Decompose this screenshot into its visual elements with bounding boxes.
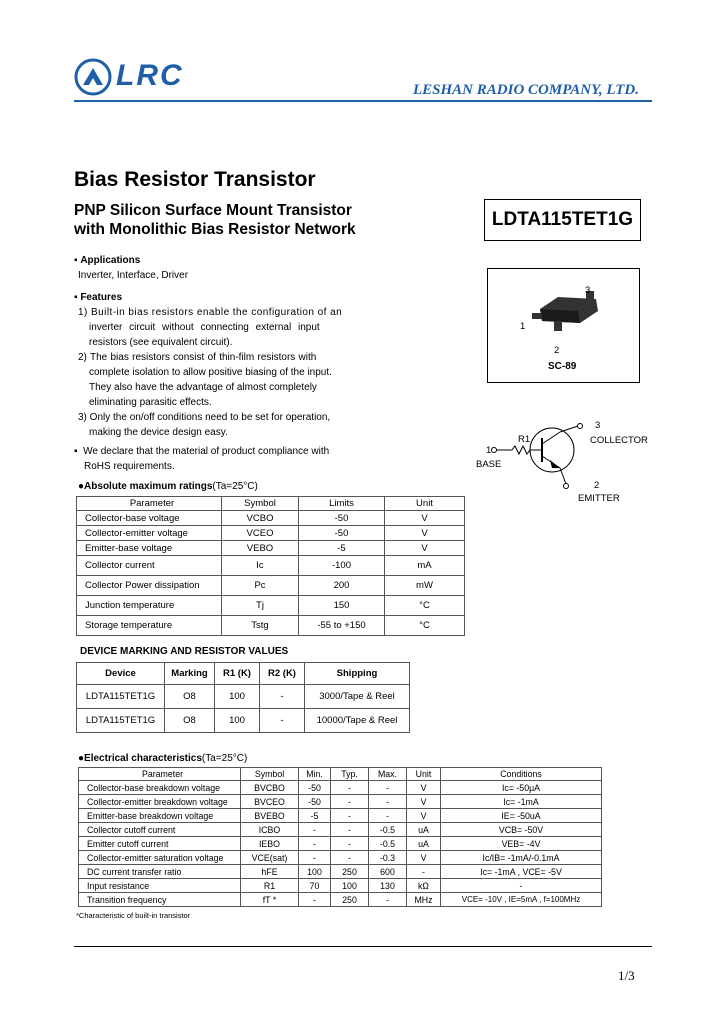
cell: Collector-base breakdown voltage <box>79 781 241 795</box>
table-header-row <box>77 497 465 511</box>
company-logo <box>74 58 204 98</box>
cell: 3000/Tape & Reel <box>305 685 410 709</box>
cell: 100 <box>215 685 260 709</box>
header-cell: Typ. <box>331 768 369 781</box>
footer-divider <box>74 946 652 947</box>
applications-text: Inverter, Interface, Driver <box>78 270 189 281</box>
cell: Storage temperature <box>77 616 222 636</box>
cell: - <box>331 837 369 851</box>
feature-line: 1) Built-in bias resistors enable the configuration of an <box>78 307 343 318</box>
cell: Tstg <box>222 616 299 636</box>
table-row <box>79 893 602 907</box>
table-row <box>79 837 602 851</box>
cell: Emitter-base voltage <box>77 541 222 556</box>
table-row <box>79 851 602 865</box>
cell: - <box>331 795 369 809</box>
pkg-pin-1: 1 <box>520 321 526 332</box>
pkg-pin-2: 2 <box>554 345 560 356</box>
header-cell: Device <box>77 663 165 685</box>
elec-cond: (Ta=25°C) <box>201 753 248 764</box>
cell: - <box>331 781 369 795</box>
logo-text: LRC <box>116 59 184 92</box>
cell: 70 <box>299 879 331 893</box>
header-cell: Shipping <box>305 663 410 685</box>
cell: Pc <box>222 576 299 596</box>
header-cell: Min. <box>299 768 331 781</box>
cell: mW <box>385 576 465 596</box>
cell: - <box>299 893 331 907</box>
table-row <box>77 596 465 616</box>
cell: V <box>407 809 441 823</box>
header-cell: Parameter <box>79 768 241 781</box>
cell: -5 <box>299 809 331 823</box>
cell: °C <box>385 616 465 636</box>
cell: mA <box>385 556 465 576</box>
cell: BVCBO <box>241 781 299 795</box>
bullet: ▪ <box>74 292 81 303</box>
cell: 250 <box>331 893 369 907</box>
cell: - <box>369 893 407 907</box>
cell: Emitter cutoff current <box>79 837 241 851</box>
cell: LDTA115TET1G <box>77 685 165 709</box>
table-row <box>77 576 465 596</box>
cell: - <box>299 837 331 851</box>
elec-heading: Electrical characteristics <box>84 753 202 764</box>
applications-section <box>74 253 188 283</box>
cell: °C <box>385 596 465 616</box>
cell: BVCEO <box>241 795 299 809</box>
header-cell: Unit <box>385 497 465 511</box>
cell: Collector-emitter saturation voltage <box>79 851 241 865</box>
logo-emblem-icon <box>74 58 112 96</box>
table-row <box>77 526 465 541</box>
table-row <box>77 709 410 733</box>
table-row <box>79 795 602 809</box>
cell: IEBO <box>241 837 299 851</box>
feature-line: They also have the advantage of almost completely <box>89 382 317 393</box>
bullet: ▪ <box>74 255 81 266</box>
cell: -50 <box>299 511 385 526</box>
header-cell: Symbol <box>222 497 299 511</box>
feature-line: 2) The bias resistors consist of thin-film resistors with <box>78 352 317 363</box>
table-row <box>77 541 465 556</box>
cell: MHz <box>407 893 441 907</box>
cell: - <box>369 809 407 823</box>
cell: Collector-emitter breakdown voltage <box>79 795 241 809</box>
cell: Junction temperature <box>77 596 222 616</box>
table-row <box>77 556 465 576</box>
part-number-box: LDTA115TET1G <box>484 199 641 241</box>
cell: - <box>331 809 369 823</box>
cell: 100 <box>299 865 331 879</box>
schem-collector: COLLECTOR <box>590 435 648 446</box>
marking-table <box>76 662 410 733</box>
cell: uA <box>407 823 441 837</box>
schem-pin1: 1 <box>486 445 492 456</box>
cell: Tj <box>222 596 299 616</box>
schem-pin2: 2 <box>594 480 600 491</box>
cell: Emitter-base breakdown voltage <box>79 809 241 823</box>
header-cell: Symbol <box>241 768 299 781</box>
table-row <box>79 865 602 879</box>
cell: 600 <box>369 865 407 879</box>
cell: fT * <box>241 893 299 907</box>
table-row <box>79 823 602 837</box>
cell: 200 <box>299 576 385 596</box>
cell: hFE <box>241 865 299 879</box>
cell: V <box>385 526 465 541</box>
cell: uA <box>407 837 441 851</box>
cell: -0.5 <box>369 823 407 837</box>
header-cell: Max. <box>369 768 407 781</box>
cell: Ic= -1mA <box>441 795 602 809</box>
feature-line: inverter circuit without connecting external input <box>89 322 320 333</box>
cell: DC current transfer ratio <box>79 865 241 879</box>
applications-heading: Applications <box>80 255 141 266</box>
bullet: ● <box>78 481 85 492</box>
cell: Collector Power dissipation <box>77 576 222 596</box>
cell: Ic <box>222 556 299 576</box>
header-cell: Limits <box>299 497 385 511</box>
pkg-pin-3: 3 <box>585 285 591 296</box>
schem-pin3: 3 <box>595 420 601 431</box>
cell: 100 <box>331 879 369 893</box>
cell: 10000/Tape & Reel <box>305 709 410 733</box>
cell: -50 <box>299 526 385 541</box>
cell: -50 <box>299 795 331 809</box>
cell: Input resistance <box>79 879 241 893</box>
cell: - <box>331 823 369 837</box>
cell: BVEBO <box>241 809 299 823</box>
elec-heading-row <box>78 753 247 764</box>
subtitle-line-2: with Monolithic Bias Resistor Network <box>74 221 356 238</box>
table-header-row <box>77 663 410 685</box>
cell: - <box>369 781 407 795</box>
cell: -100 <box>299 556 385 576</box>
abs-max-cond: (Ta=25°C) <box>212 481 258 492</box>
cell: O8 <box>165 709 215 733</box>
feature-line: 3) Only the on/off conditions need to be set for operation, <box>78 412 331 423</box>
cell: Ic= -50μA <box>441 781 602 795</box>
cell: VEB= -4V <box>441 837 602 851</box>
cell: -5 <box>299 541 385 556</box>
elec-table <box>78 767 602 907</box>
bullet: ▪ <box>74 446 84 457</box>
cell: VCB= -50V <box>441 823 602 837</box>
cell: 100 <box>215 709 260 733</box>
rohs-line-1 <box>74 446 329 457</box>
feature-line: resistors (see equivalent circuit). <box>89 337 233 348</box>
elec-footnote: *Characteristic of built-in transistor <box>76 911 191 920</box>
cell: - <box>331 851 369 865</box>
rohs-line-2: RoHS requirements. <box>84 461 175 472</box>
features-heading-row <box>74 290 122 305</box>
marking-heading: DEVICE MARKING AND RESISTOR VALUES <box>80 646 289 657</box>
cell: -55 to +150 <box>299 616 385 636</box>
feature-line: eliminating parasitic effects. <box>89 397 212 408</box>
page-title: Bias Resistor Transistor <box>74 168 316 191</box>
feature-line: making the device design easy. <box>89 427 228 438</box>
package-box <box>487 268 640 383</box>
cell: VCBO <box>222 511 299 526</box>
cell: Ic= -1mA , VCE= -5V <box>441 865 602 879</box>
cell: V <box>407 795 441 809</box>
header-cell: R2 (K) <box>260 663 305 685</box>
cell: Transition frequency <box>79 893 241 907</box>
cell: O8 <box>165 685 215 709</box>
cell: Collector current <box>77 556 222 576</box>
header-cell: Unit <box>407 768 441 781</box>
company-name: LESHAN RADIO COMPANY, LTD. <box>413 82 640 98</box>
cell: V <box>407 851 441 865</box>
table-row <box>77 511 465 526</box>
cell: R1 <box>241 879 299 893</box>
table-row <box>79 879 602 893</box>
header-cell: Marking <box>165 663 215 685</box>
cell: - <box>299 851 331 865</box>
cell: 250 <box>331 865 369 879</box>
cell: VCEO <box>222 526 299 541</box>
cell: - <box>299 823 331 837</box>
pkg-name: SC-89 <box>548 361 577 372</box>
cell: Collector cutoff current <box>79 823 241 837</box>
cell: V <box>407 781 441 795</box>
cell: V <box>385 511 465 526</box>
table-row <box>77 685 410 709</box>
cell: Collector-emitter voltage <box>77 526 222 541</box>
rohs-text-1: We declare that the material of product compliance with <box>83 446 330 457</box>
cell: -50 <box>299 781 331 795</box>
cell: Ic/IB= -1mA/-0.1mA <box>441 851 602 865</box>
features-heading: Features <box>80 292 123 303</box>
cell: VCE= -10V , IE=5mA , f=100MHz <box>441 893 602 907</box>
cell: ICBO <box>241 823 299 837</box>
header-cell: R1 (K) <box>215 663 260 685</box>
schem-emitter: EMITTER <box>578 493 620 504</box>
abs-max-heading: Absolute maximum ratings <box>84 481 213 492</box>
abs-max-table <box>76 496 465 636</box>
cell: VCE(sat) <box>241 851 299 865</box>
schem-r1: R1 <box>518 434 531 445</box>
header-cell: Conditions <box>441 768 602 781</box>
schem-base: BASE <box>476 459 502 470</box>
cell: Collector-base voltage <box>77 511 222 526</box>
header-divider <box>74 100 652 102</box>
feature-line: complete isolation to allow positive biasing of the input. <box>89 367 332 378</box>
page-number: 1/3 <box>618 968 635 983</box>
abs-max-heading-row <box>78 481 258 492</box>
cell: - <box>441 879 602 893</box>
subtitle-line-1: PNP Silicon Surface Mount Transistor <box>74 202 352 219</box>
cell: - <box>260 709 305 733</box>
table-row <box>79 809 602 823</box>
cell: - <box>260 685 305 709</box>
cell: V <box>385 541 465 556</box>
header-cell: Parameter <box>77 497 222 511</box>
cell: -0.5 <box>369 837 407 851</box>
cell: 130 <box>369 879 407 893</box>
cell: - <box>369 795 407 809</box>
cell: -0.3 <box>369 851 407 865</box>
table-row <box>77 616 465 636</box>
table-row <box>79 781 602 795</box>
cell: - <box>407 865 441 879</box>
cell: LDTA115TET1G <box>77 709 165 733</box>
cell: VEBO <box>222 541 299 556</box>
bullet: ● <box>78 753 85 764</box>
table-header-row <box>79 768 602 781</box>
cell: kΩ <box>407 879 441 893</box>
cell: IE= -50uA <box>441 809 602 823</box>
cell: 150 <box>299 596 385 616</box>
